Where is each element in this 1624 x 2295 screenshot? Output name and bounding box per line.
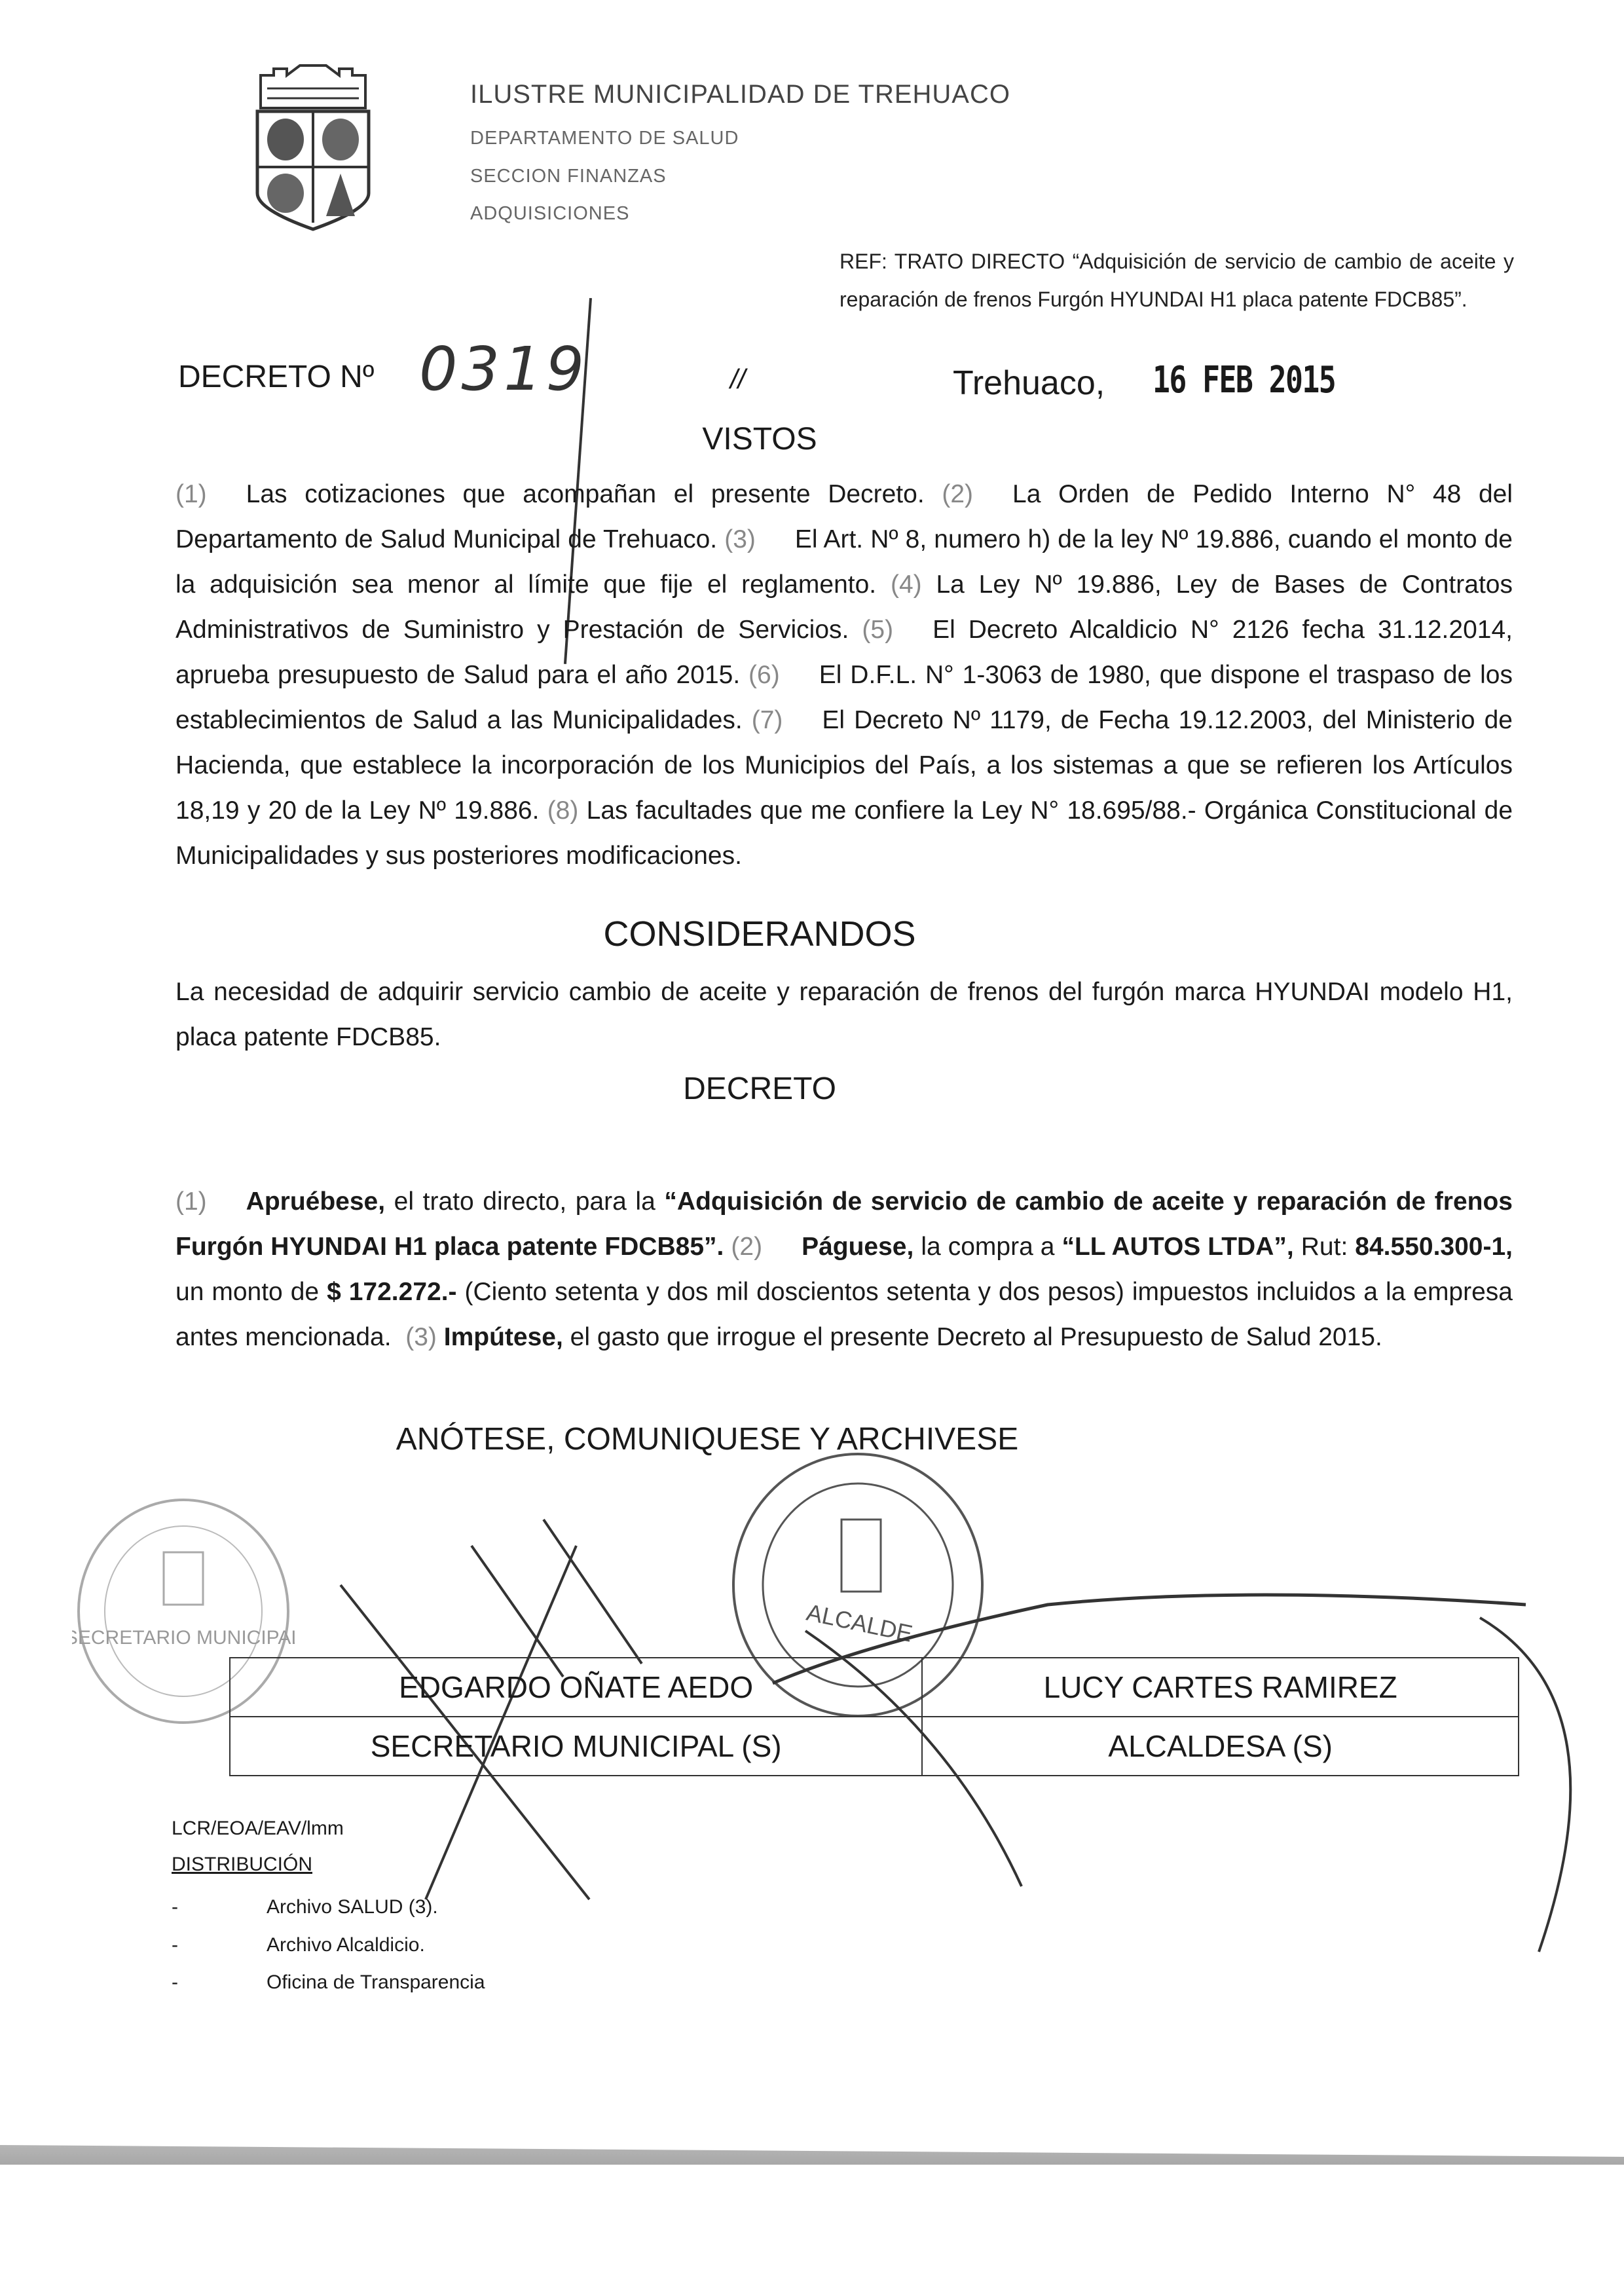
vistos-item-3: (3) El Art. Nº 8, numero h) de la ley Nº 19.886, cuando el monto de la adquisición sea menor al límite que fije el reglamento. (175, 525, 1513, 599)
signatory-name-2: LUCY CARTES RAMIREZ (922, 1658, 1519, 1717)
decreto-item-1: (1) Apruébese, el trato directo, para la “Adquisición de servicio de cambio de aceite y reparación de frenos Furgón HYUNDAI H1 placa patente FDCB85”. (175, 1187, 1513, 1261)
vistos-item-6: (6) El D.F.L. N° 1-3063 de 1980, que dispone el traspaso de los establecimientos de Salud a las Municipalidades. (175, 661, 1513, 734)
distribution-item: - Archivo SALUD (3). (172, 1896, 438, 1918)
distribution-item: - Oficina de Transparencia (172, 1971, 485, 1993)
organization-name: ILUSTRE MUNICIPALIDAD DE TREHUACO (470, 80, 1010, 109)
decree-label: DECRETO Nº (178, 360, 375, 394)
initials: LCR/EOA/EAV/lmm (172, 1818, 344, 1839)
place-name: Trehuaco, (953, 364, 1105, 402)
decreto-item-2: (2) Páguese, la compra a “LL AUTOS LTDA”, Rut: 84.550.300-1, un monto de $ 172.272.- (Ciento setenta y dos mil doscientos setenta y dos pesos) impuestos incluidos a la empresa antes mencionada. (175, 1233, 1513, 1351)
considerandos-heading: CONSIDERANDOS (603, 914, 916, 954)
vistos-paragraph (175, 472, 1513, 878)
closing-formula: ANÓTESE, COMUNIQUESE Y ARCHIVESE (396, 1422, 1019, 1457)
vistos-item-8: (8) Las facultades que me confiere la Ley N° 18.695/88.- Orgánica Constitucional de Municipalidades y sus posteriores modificaciones. (175, 796, 1513, 870)
vistos-heading: VISTOS (702, 422, 817, 457)
vistos-item-2: (2) La Orden de Pedido Interno N° 48 del Departamento de Salud Municipal de Trehuaco. (175, 480, 1513, 553)
signature-table (229, 1657, 1519, 1776)
date-stamp: 16 FEB 2015 (1153, 359, 1336, 401)
vistos-item-7: (7) El Decreto Nº 1179, de Fecha 19.12.2003, del Ministerio de Hacienda, que establece la incorporación de los Municipios del País, a los sistemas a que se refieren los Artículos 18,19 y 20 de la Ley Nº 19.886. (175, 706, 1513, 825)
reference-text: REF: TRATO DIRECTO “Adquisición de servicio de cambio de aceite y reparación de frenos Furgón HYUNDAI H1 placa patente FDCB85”. (840, 250, 1514, 311)
decreto-heading: DECRETO (683, 1072, 836, 1106)
section-name: SECCION FINANZAS (470, 166, 667, 187)
signatory-title-2: ALCALDESA (S) (922, 1717, 1519, 1776)
signatory-title-1: SECRETARIO MUNICIPAL (S) (230, 1717, 922, 1776)
vistos-item-1: (1) Las cotizaciones que acompañan el presente Decreto. (175, 480, 925, 508)
decreto-paragraph (175, 1179, 1513, 1360)
distribution-item: - Archivo Alcaldicio. (172, 1934, 425, 1956)
considerandos-text: La necesidad de adquirir servicio cambio de aceite y reparación de frenos del furgón marca HYUNDAI modelo H1, placa patente FDCB85. (175, 978, 1513, 1051)
decree-number-handwritten: 0319 (419, 334, 589, 404)
svg-text:SECRETARIO MUNICIPAL: SECRETARIO MUNICIPAL (72, 1627, 295, 1649)
department-name: DEPARTAMENTO DE SALUD (470, 128, 739, 149)
distribution-title: DISTRIBUCIÓN (172, 1854, 313, 1875)
svg-text:ALCALDE: ALCALDE (804, 1598, 915, 1647)
decreto-item-3: (3) Impútese, el gasto que irrogue el presente Decreto al Presupuesto de Salud 2015. (405, 1323, 1382, 1351)
municipal-crest-icon (248, 62, 378, 233)
vistos-item-5: (5) El Decreto Alcaldicio N° 2126 fecha 31.12.2014, aprueba presupuesto de Salud para el año 2015. (175, 616, 1513, 689)
scan-edge-shadow (0, 2145, 1624, 2165)
vistos-item-4: (4) La Ley Nº 19.886, Ley de Bases de Contratos Administrativos de Suministro y Prestación de Servicios. (175, 570, 1513, 644)
unit-name: ADQUISICIONES (470, 203, 630, 224)
separator: // (730, 364, 746, 394)
signatory-name-1: EDGARDO OÑATE AEDO (230, 1658, 922, 1717)
